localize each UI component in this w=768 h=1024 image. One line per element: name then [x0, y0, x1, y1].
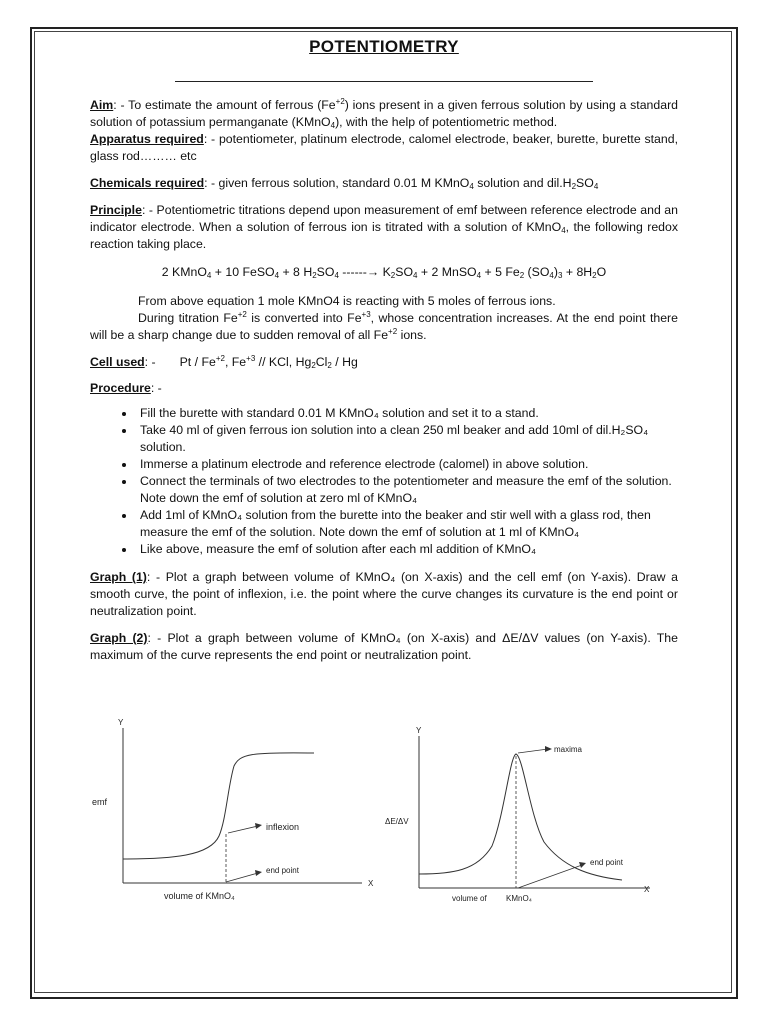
principle-sub: 4 [561, 226, 566, 235]
chemicals-sub-2: 2 [571, 182, 577, 191]
aim-sep: : - [113, 98, 129, 112]
graph2-text: Plot a graph between volume of KMnO₄ (on X-axis) and ΔE/ΔV values (on Y-axis). The maximum of the curve represents the end point or neutralization point. [90, 631, 678, 662]
apparatus-text: potentiometer, platinum electrode, calomel electrode, beaker, burette, burette stand, glass rod……… etc [90, 132, 678, 163]
principle-sep: : - [141, 203, 157, 217]
emf-inflexion-arrowhead [255, 823, 262, 829]
aim-paragraph [90, 97, 678, 131]
emf-graph-x-letter: X [368, 879, 374, 888]
emf-end-point-label: end point [266, 866, 299, 875]
derivative-end-point-arrowhead [579, 862, 586, 868]
derivative-graph-xlabel-1: volume of [452, 894, 487, 903]
title-rule [175, 81, 593, 82]
derivative-graph-xlabel-2: KMnO₄ [506, 894, 532, 903]
apparatus-sep: : - [203, 132, 219, 146]
graph2-label: Graph (2) [90, 631, 148, 645]
derivative-maxima-arrow [518, 749, 548, 753]
derivative-maxima-label: maxima [554, 745, 583, 754]
procedure-list [90, 405, 678, 558]
chemicals-text-3: SO [576, 176, 594, 190]
principle-text-1: Potentiometric titrations depend upon measurement of emf between reference electrode and an indicator electrode. When a solution of ferrous ion is titrated with a solution of KMnO [90, 203, 678, 234]
aim-text-2: ) ions present in a given ferrous solution by using a standard solution of potassium permanganate (KMnO [90, 98, 678, 129]
reaction-arrow: ------→ [338, 265, 383, 279]
procedure-step-3: • Immerse a platinum electrode and reference electrode (calomel) in above solution. [136, 456, 678, 473]
graph2-sep: : - [147, 631, 168, 645]
emf-graph [92, 716, 392, 916]
graph2-paragraph [90, 630, 678, 664]
chemicals-label: Chemicals required [90, 176, 205, 190]
chemicals-text-2: solution and dil.H [473, 176, 572, 190]
graph1-label: Graph (1) [90, 570, 147, 584]
emf-graph-xlabel: volume of KMnO₄ [164, 891, 235, 901]
aim-sub: 4 [330, 121, 336, 130]
principle-paragraph [90, 202, 678, 253]
graph1-text: Plot a graph between volume of KMnO₄ (on X-axis) and the cell emf (on Y-axis). Draw a smooth curve, the point of inflexion, i.e. the point where the curve changes its curvature is the end point or neutralization point. [90, 570, 678, 618]
emf-inflexion-arrow [228, 826, 258, 833]
graph1-paragraph [90, 569, 678, 620]
apparatus-paragraph [90, 131, 678, 165]
redox-equation: 2 KMnO$_4$ + 10 FeSO$_4$ + 8 $H_2SO_4$ ------→ $K_2SO_4 + 2$ MnSO$_4$ + 5 $Fe_2$ $(SO_4)_3 + 8H_2O$ [161, 265, 607, 280]
emf-end-point-arrowhead [255, 870, 262, 876]
procedure-step-4: • Connect the terminals of two electrodes to the potentiometer and measure the emf of the solution. Note down the emf of solution at zero ml of KMnO₄ [136, 473, 678, 507]
emf-graph-ylabel: emf [92, 797, 108, 807]
procedure-heading [90, 380, 678, 397]
aim-label: Aim [90, 98, 114, 112]
graph1-sep: : - [146, 570, 166, 584]
derivative-graph-ylabel: ΔE/ΔV [385, 817, 409, 826]
chemicals-sub-1: 4 [469, 182, 474, 191]
chemicals-sub-3: 4 [593, 182, 599, 191]
procedure-step-2: • Take 40 ml of given ferrous ion solution into a clean 250 ml beaker and add 10ml of dil.H₂SO₄ solution. [136, 422, 678, 456]
aim-text-3: ), with the help of potentiometric method. [335, 115, 558, 129]
explanation-2: During titration $Fe^{+2}$ is converted into $Fe^{+3}$, whose concentration increases. At the end point there will be a sharp change due to sudden removal of all $Fe^{+2}$ ions. [90, 310, 678, 342]
chemicals-text-1: given ferrous solution, standard 0.01 M KMnO [218, 176, 470, 190]
derivative-end-point-label: end point [590, 858, 623, 867]
explanation-1: From above equation 1 mole KMnO4 is reacting with 5 moles of ferrous ions. [138, 294, 556, 308]
emf-curve [123, 753, 314, 859]
emf-end-point-arrow [226, 873, 258, 882]
emf-inflexion-label: inflexion [266, 822, 300, 832]
document-body [90, 36, 678, 664]
chemicals-paragraph [90, 175, 678, 192]
page-title: POTENTIOMETRY [309, 37, 459, 56]
derivative-graph-y-letter: Y [416, 726, 422, 735]
emf-graph-y-letter: Y [118, 718, 124, 727]
aim-sup: +2 [335, 97, 345, 106]
cell-sep: : - [144, 355, 156, 369]
cell-label: Cell used [90, 355, 145, 369]
graphs-area [92, 716, 692, 916]
procedure-sep: : - [150, 381, 162, 395]
cell-paragraph: Cell used: - Pt / $Fe^{+2}$, $Fe^{+3}$ // KCl, $Hg_2Cl_2$ / Hg [90, 354, 358, 370]
aim-text-1: To estimate the amount of ferrous (Fe [128, 98, 336, 112]
chemicals-sep: : - [204, 176, 219, 190]
apparatus-label: Apparatus required [90, 132, 204, 146]
procedure-step-5: • Add 1ml of KMnO₄ solution from the burette into the beaker and stir well with a glass rod, then measure the emf of the solution. Note down the emf of solution at 1 ml of KMnO₄ [136, 507, 678, 541]
derivative-end-point-arrow [518, 865, 582, 888]
procedure-step-1: • Fill the burette with standard 0.01 M KMnO₄ solution and set it to a stand. [136, 405, 678, 422]
procedure-step-6: • Like above, measure the emf of solution after each ml addition of KMnO₄ [136, 541, 678, 558]
principle-label: Principle [90, 203, 142, 217]
principle-text-2: , the following redox reaction taking place. [90, 220, 678, 251]
derivative-maxima-arrowhead [545, 746, 552, 752]
procedure-label: Procedure [90, 381, 151, 395]
derivative-graph [382, 716, 682, 916]
derivative-graph-x-letter: X [644, 885, 650, 894]
